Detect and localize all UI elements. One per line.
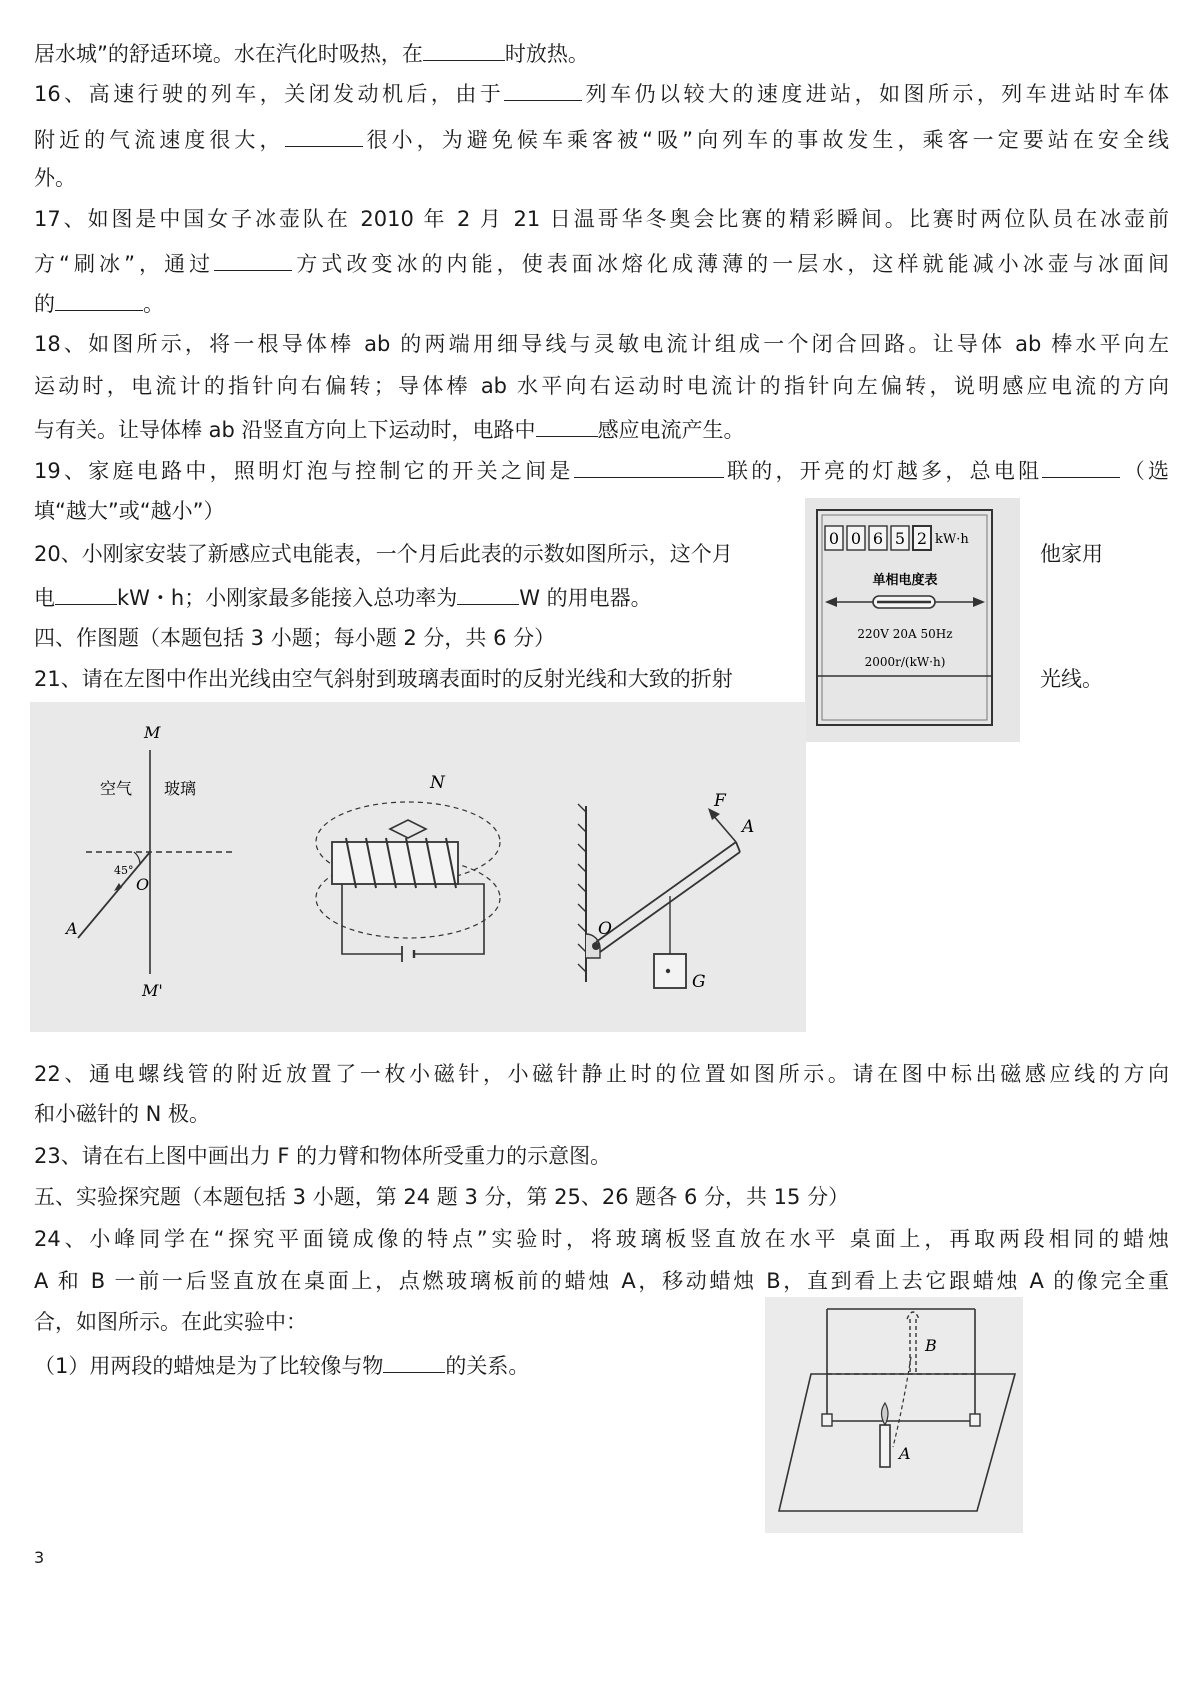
meter-name: 单相电度表 bbox=[872, 573, 938, 588]
q24-blank-1[interactable] bbox=[383, 1350, 445, 1373]
label-n: N bbox=[430, 773, 445, 793]
label-o: O bbox=[136, 875, 150, 894]
meter-digit: 0 bbox=[828, 529, 840, 548]
label-a: A bbox=[66, 919, 78, 938]
label-angle: 45° bbox=[114, 864, 134, 877]
meter-digit: 5 bbox=[894, 529, 906, 548]
q16-line-1: 16、高速行驶的列车，关闭发动机后，由于 列车仍以较大的速度进站，如图所示，列车进站时车体 bbox=[34, 78, 1169, 108]
q24-line-2: A 和 B 一前一后竖直放在桌面上，点燃玻璃板前的蜡烛 A，移动蜡烛 B，直到看上去它跟蜡烛 A 的像完全重 bbox=[34, 1269, 1169, 1293]
label-m-prime: M' bbox=[142, 981, 163, 1000]
page-number: 3 bbox=[34, 1548, 45, 1567]
meter-spec: 220V 20A 50Hz bbox=[857, 627, 953, 641]
q18-line-2: 运动时，电流计的指针向右偏转；导体棒 ab 水平向右运动时电流计的指针向左偏转，说明感应电流的方向 bbox=[34, 374, 1169, 398]
q19-blank-2[interactable] bbox=[1042, 455, 1120, 478]
label-a-mirror: A bbox=[899, 1444, 911, 1463]
compass-needle bbox=[390, 820, 426, 838]
q20-line-2: 电 kW・h；小刚家最多能接入总功率为 W 的用电器。 bbox=[34, 582, 652, 612]
label-a-lever: A bbox=[742, 817, 755, 837]
force-f-arrow bbox=[712, 814, 736, 842]
q19-line-1: 19、家庭电路中，照明灯泡与控制它的开关之间是 联的，开亮的灯越多，总电阻 （选 bbox=[34, 455, 1169, 485]
label-f: F bbox=[714, 791, 726, 811]
candle-b bbox=[907, 1312, 919, 1375]
q17-blank-1[interactable] bbox=[214, 248, 292, 271]
optics-figure bbox=[64, 723, 236, 1000]
q19-line-2: 填“越大”或“越小”） bbox=[34, 499, 225, 523]
meter-digit: 6 bbox=[872, 529, 884, 548]
section-4-heading: 四、作图题（本题包括 3 小题；每小题 2 分，共 6 分） bbox=[34, 626, 556, 650]
q20-line-1: 20、小刚家安装了新感应式电能表，一个月后此表的示数如图所示，这个月 bbox=[34, 542, 733, 566]
q16-blank-2[interactable] bbox=[285, 124, 363, 147]
meter-digit: 0 bbox=[850, 529, 862, 548]
q17-line-3: 的 。 bbox=[34, 288, 164, 318]
label-g: G bbox=[692, 972, 706, 992]
pivot bbox=[592, 942, 600, 950]
candle-a bbox=[880, 1425, 890, 1467]
q21-line-tail: 光线。 bbox=[1040, 667, 1103, 691]
q15-blank[interactable] bbox=[423, 38, 505, 61]
figure-strip-drawing bbox=[30, 702, 806, 1032]
q16-line-3: 外。 bbox=[34, 166, 76, 190]
q18-blank[interactable] bbox=[536, 414, 598, 437]
q17-line-2: 方“刷冰”，通过 方式改变冰的内能，使表面冰熔化成薄薄的一层水，这样就能减小冰壶与冰面间 bbox=[34, 248, 1169, 278]
meter-digit: 2 bbox=[916, 529, 928, 548]
q24-part-1: （1）用两段的蜡烛是为了比较像与物 的关系。 bbox=[34, 1350, 529, 1380]
q24-line-3: 合，如图所示。在此实验中： bbox=[34, 1310, 307, 1334]
label-o-lever: O bbox=[598, 919, 612, 939]
q24-line-1: 24、小峰同学在“探究平面镜成像的特点”实验时，将玻璃板竖直放在水平 桌面上，再取两段相同的蜡烛 bbox=[34, 1227, 1169, 1251]
q17-blank-2[interactable] bbox=[55, 288, 143, 311]
mirror-drawing bbox=[765, 1297, 1023, 1533]
q17-line-1: 17、如图是中国女子冰壶队在 2010 年 2 月 21 日温哥华冬奥会比赛的精彩瞬间。比赛时两位队员在冰壶前 bbox=[34, 207, 1169, 231]
q18-line-1: 18、如图所示，将一根导体棒 ab 的两端用细导线与灵敏电流计组成一个闭合回路。让导体 ab 棒水平向左 bbox=[34, 332, 1169, 356]
label-m: M bbox=[144, 723, 161, 742]
meter-drawing bbox=[805, 498, 1020, 742]
q21-line: 21、请在左图中作出光线由空气斜射到玻璃表面时的反射光线和大致的折射 bbox=[34, 667, 733, 691]
q19-blank-1[interactable] bbox=[574, 455, 724, 478]
lever-figure bbox=[578, 791, 754, 992]
q16-line-2: 附近的气流速度很大， 很小，为避免候车乘客被“吸”向列车的事故发生，乘客一定要站在安全线 bbox=[34, 124, 1169, 154]
meter-digits bbox=[825, 526, 931, 550]
q22-line-1: 22、通电螺线管的附近放置了一枚小磁针，小磁针静止时的位置如图所示。请在图中标出磁感应线的方向 bbox=[34, 1062, 1169, 1086]
mirror-figure bbox=[765, 1297, 1023, 1533]
q20-blank-2[interactable] bbox=[457, 582, 519, 605]
meter-unit: kW·h bbox=[935, 532, 969, 547]
figure-strip bbox=[30, 702, 806, 1032]
section-5-heading: 五、实验探究题（本题包括 3 小题，第 24 题 3 分，第 25、26 题各 6 分，共 15 分） bbox=[34, 1185, 850, 1209]
meter-figure bbox=[805, 498, 1020, 742]
q23-line: 23、请在右上图中画出力 F 的力臂和物体所受重力的示意图。 bbox=[34, 1144, 612, 1168]
lever-bar-top bbox=[596, 842, 736, 942]
solenoid-figure bbox=[316, 773, 500, 962]
label-glass: 玻璃 bbox=[164, 779, 197, 798]
q18-line-3: 与有关。让导体棒 ab 沿竖直方向上下运动时，电路中 感应电流产生。 bbox=[34, 414, 745, 444]
q20-blank-1[interactable] bbox=[55, 582, 117, 605]
table-surface bbox=[779, 1374, 1015, 1511]
label-b: B bbox=[925, 1336, 937, 1355]
meter-rate: 2000r/(kW·h) bbox=[864, 655, 946, 669]
q15-line: 居水城”的舒适环境。水在汽化时吸热，在 时放热。 bbox=[34, 38, 589, 68]
q16-blank-1[interactable] bbox=[504, 78, 582, 101]
q22-line-2: 和小磁针的 N 极。 bbox=[34, 1102, 211, 1126]
label-air: 空气 bbox=[100, 779, 133, 798]
q20-line-1-tail: 他家用 bbox=[1040, 542, 1103, 566]
